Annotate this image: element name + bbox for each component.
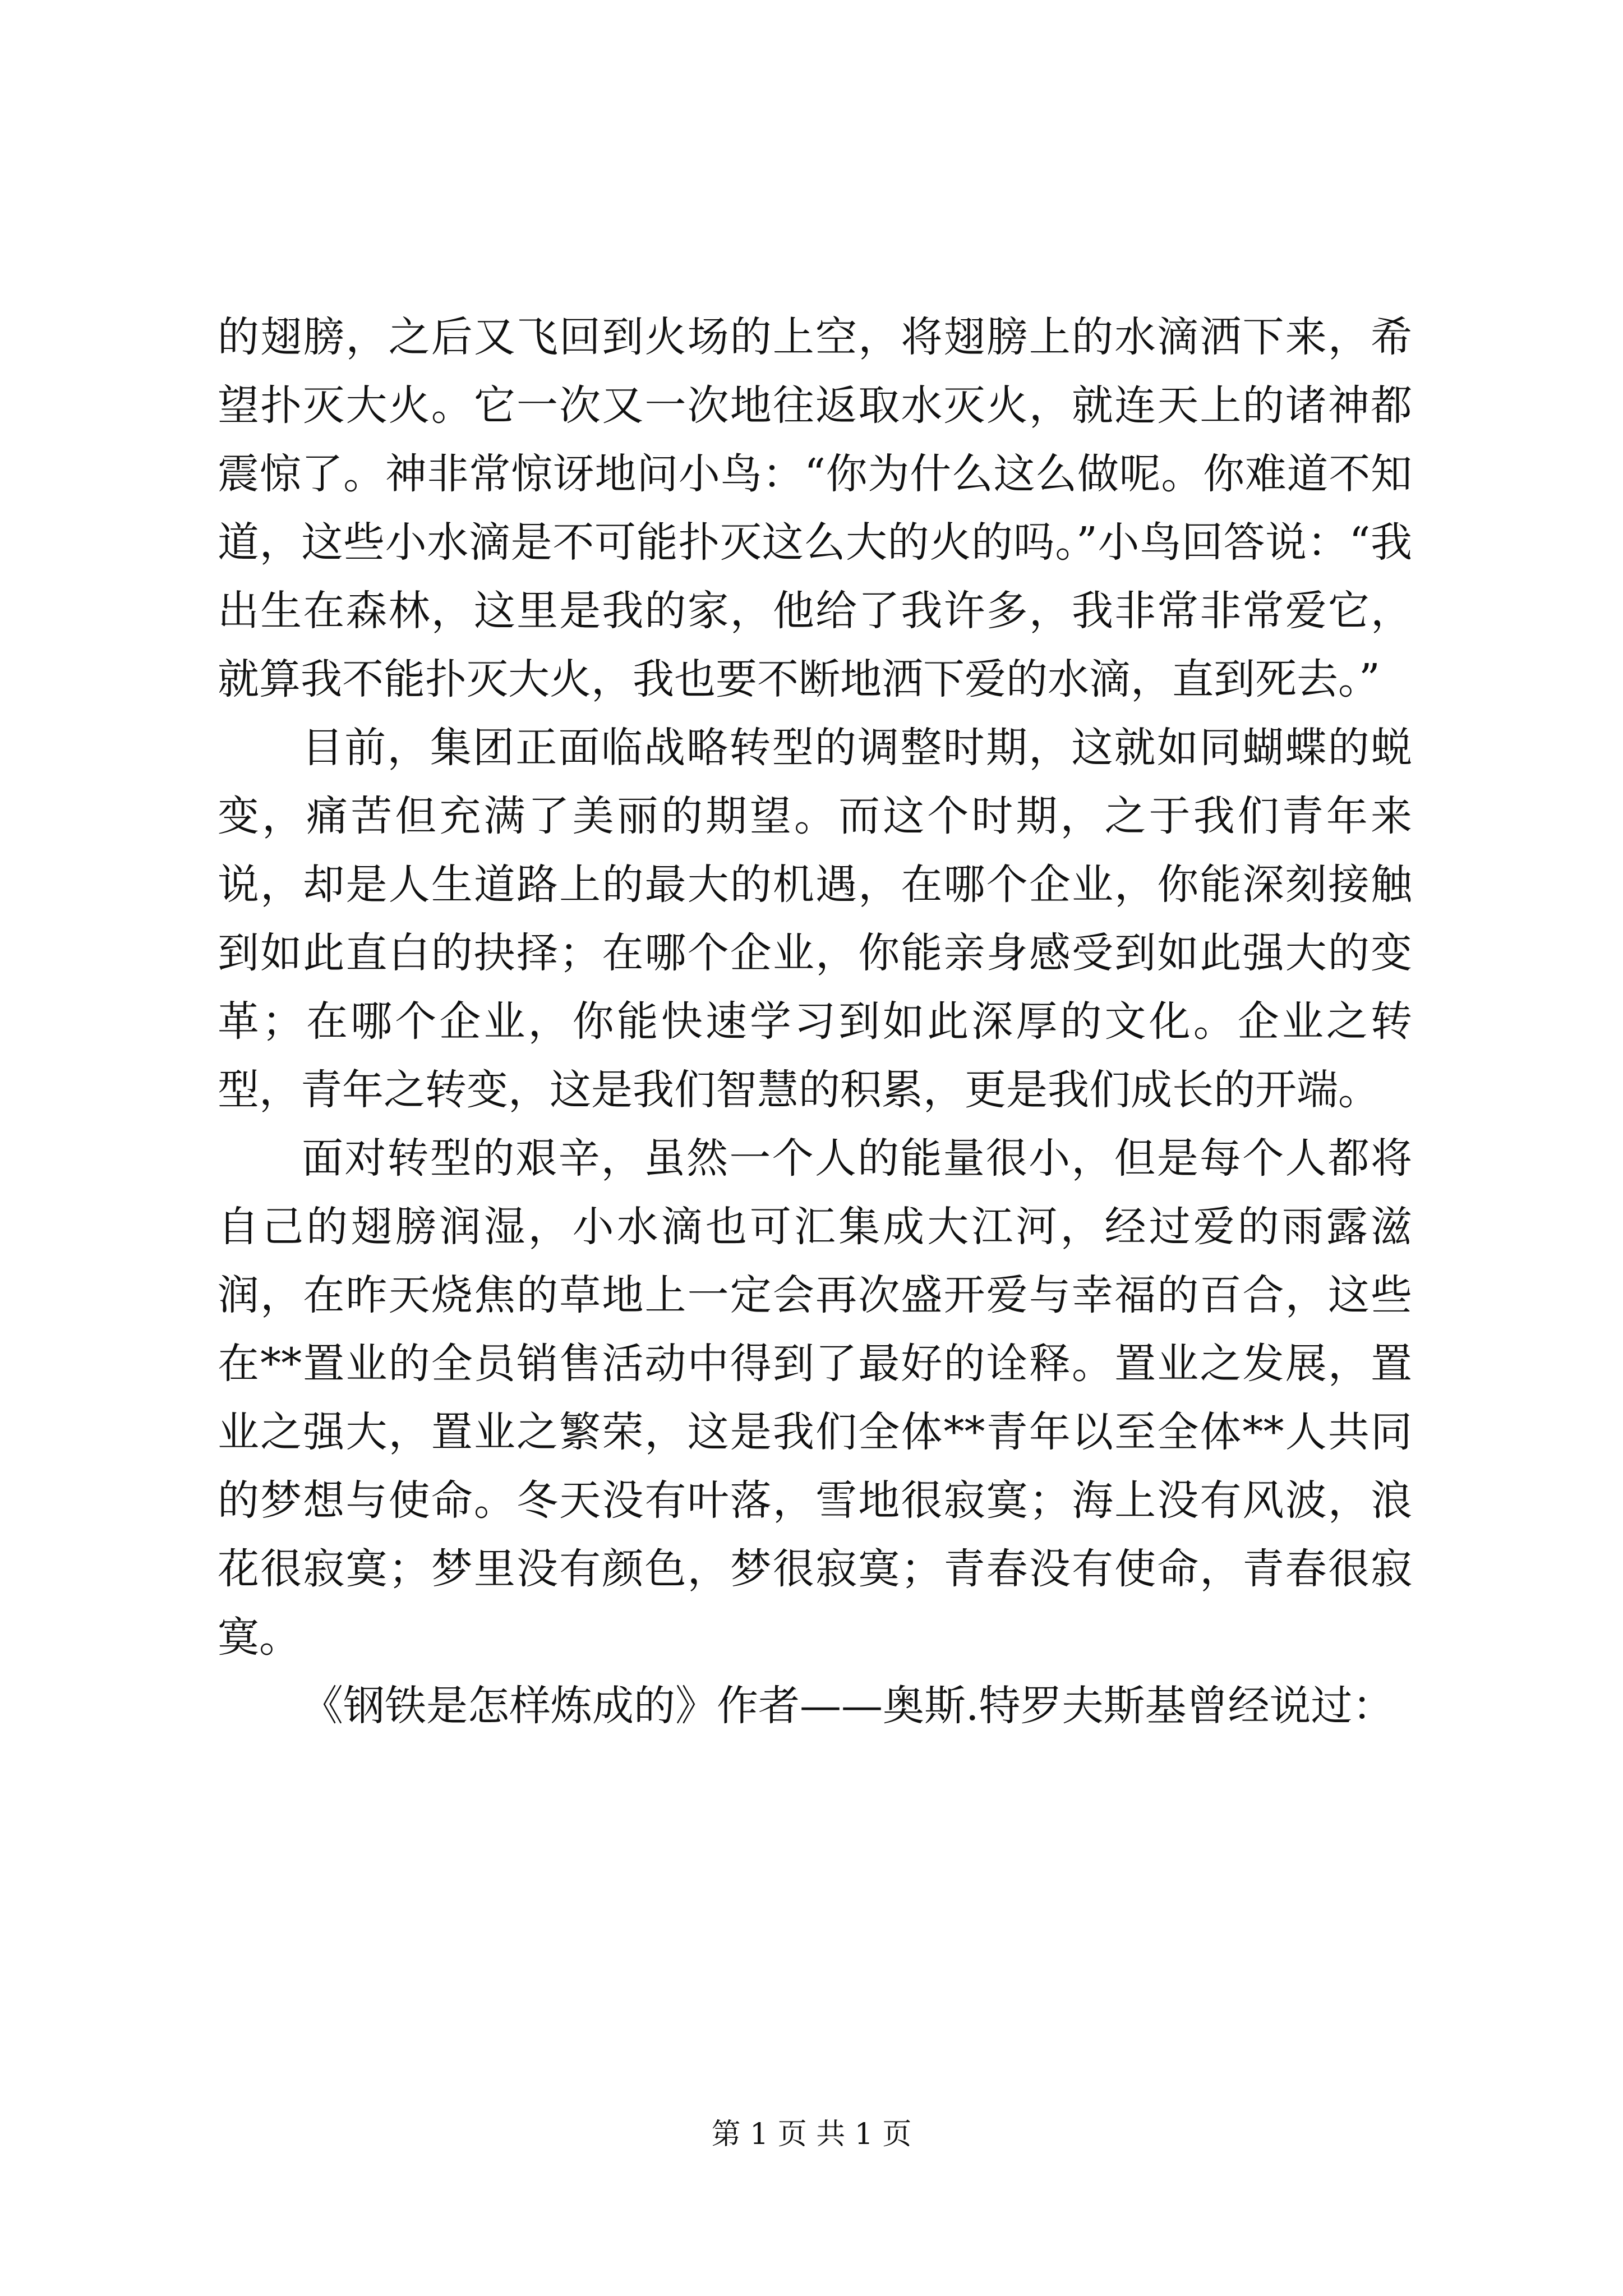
paragraph-hardship: 面对转型的艰辛，虽然一个人的能量很小，但是每个人都将自己的翅膀润湿，小水滴也可汇集成大江河，经过爱的雨露滋润，在昨天烧焦的草地上一定会再次盛开爱与幸福的百合，这些在**置业的全员销售活动中得到了最好的诠释。置业之发展，置业之强大，置业之繁荣，这是我们全体**青年以至全体**人共同的梦想与使命。冬天没有叶落，雪地很寂寞；海上没有风波，浪花很寂寞；梦里没有颜色，梦很寂寞；青春没有使命，青春很寂寞。 [218, 1134, 1412, 1662]
paragraph-quote-intro: 《钢铁是怎样炼成的》作者——奥斯.特罗夫斯基曾经说过： [302, 1682, 1394, 1730]
paragraph-continuation: 的翅膀，之后又飞回到火场的上空，将翅膀上的水滴洒下来，希望扑灭大火。它一次又一次地往返取水灭火，就连天上的诸神都震惊了。神非常惊讶地问小鸟：“你为什么这么做呢。你难道不知道，这些小水滴是不可能扑灭这么大的火的吗。”小鸟回答说：“我出生在森林，这里是我的家，他给了我许多，我非常非常爱它，就算我不能扑灭大火，我也要不断地洒下爱的水滴，直到死去。” [218, 313, 1412, 703]
paragraph-transformation: 目前，集团正面临战略转型的调整时期，这就如同蝴蝶的蜕变，痛苦但充满了美丽的期望。而这个时期，之于我们青年来说，却是人生道路上的最大的机遇，在哪个企业，你能深刻接触到如此直白的抉择；在哪个企业，你能亲身感受到如此强大的变革；在哪个企业，你能快速学习到如此深厚的文化。企业之转型，青年之转变，这是我们智慧的积累，更是我们成长的开端。 [218, 724, 1412, 1114]
body-text [218, 303, 1412, 1740]
page-footer: 第 1 页 共 1 页 [711, 2118, 912, 2151]
